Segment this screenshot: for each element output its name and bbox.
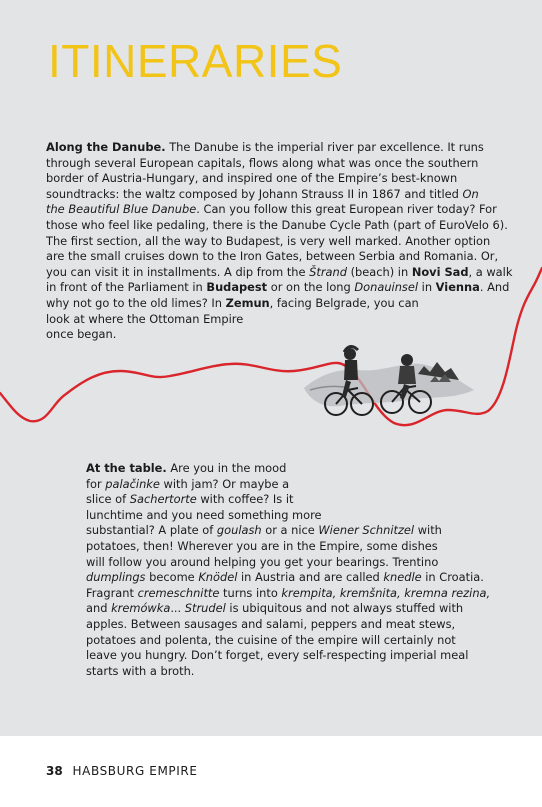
table-text: and [86, 601, 112, 616]
danube-text: On [462, 186, 479, 201]
danube-line [46, 156, 512, 172]
table-text: Sachertorte [129, 492, 197, 507]
table-text: knedle [383, 570, 422, 585]
table-text: in Austria and are called [237, 570, 384, 585]
danube-line [46, 234, 512, 250]
danube-text: in front of the Parliament in [46, 280, 207, 295]
danube-text: Štrand [309, 264, 347, 279]
table-text: starts with a broth. [86, 663, 195, 678]
table-text: goulash [216, 523, 262, 538]
table-text: is ubiquitous and not always stuffed with [225, 601, 464, 616]
danube-line [46, 140, 512, 156]
danube-line [46, 187, 512, 203]
danube-text: why not go to the old limes? In [46, 295, 226, 310]
danube-text: look at where the Ottoman Empire [46, 311, 244, 326]
danube-text: soundtracks: the waltz composed by Johann Strauss II in 1867 and titled [46, 186, 463, 201]
danube-text: are the small cruises down to the Iron Gates, between Serbia and Romania. Or, [46, 249, 499, 264]
danube-text: you can visit it in installments. A dip from the [46, 264, 310, 279]
danube-text: border of Austria-Hungary, and inspired one of the Empire’s best-known [46, 171, 458, 186]
table-line [86, 633, 490, 649]
danube-line [46, 202, 512, 218]
table-text: ... [170, 601, 185, 616]
danube-text: The Danube is the imperial river par excellence. It runs [169, 140, 484, 154]
danube-text: The first section, all the way to Budapest, is very well marked. Another option [46, 233, 491, 248]
table-text: with [414, 523, 442, 538]
danube-line [46, 171, 512, 187]
danube-line [46, 296, 512, 312]
danube-line [46, 280, 512, 296]
table-text: Fragrant [86, 585, 138, 600]
table-text: palačinke [105, 476, 160, 491]
table-line [86, 508, 490, 524]
danube-text: those who feel like pedaling, there is the Danube Cycle Path (part of EuroVelo 6). [46, 217, 508, 232]
table-text: apples. Between sausages and salami, peppers and meat stews, [86, 616, 456, 631]
table-text: become [145, 570, 199, 585]
table-text: Strudel [184, 601, 226, 616]
page-number: 38 [46, 764, 63, 778]
table-text: dumplings [86, 570, 146, 585]
table-text: cremeschnitte [137, 585, 220, 600]
danube-text: , facing Belgrade, you can [269, 295, 419, 310]
table-line [86, 461, 490, 477]
danube-line [46, 249, 512, 265]
danube-text: , a walk [468, 264, 513, 279]
danube-text: the Beautiful Blue Danube [46, 202, 197, 217]
danube-paragraph [46, 140, 512, 343]
table-text: will follow you around helping you get your bearings. Trentino [86, 554, 439, 569]
table-text: kremówka [111, 601, 171, 616]
table-text: Are you in the mood [170, 461, 287, 475]
danube-text: Zemun [225, 295, 270, 310]
section-title: HABSBURG EMPIRE [72, 764, 198, 778]
cyclists-icon [300, 330, 478, 432]
danube-text: in [418, 280, 436, 295]
danube-text: (beach) in [346, 264, 412, 279]
table-line [86, 523, 490, 539]
table-text: for [86, 476, 106, 491]
danube-line [46, 265, 512, 281]
table-text: lunchtime and you need something more [86, 507, 322, 522]
table-text: leave you hungry. Don’t forget, every self-respecting imperial meal [86, 648, 469, 663]
table-text: krempita, kremšnita, kremna rezina, [281, 585, 491, 600]
table-text: potatoes, then! Wherever you are in the Empire, some dishes [86, 538, 438, 553]
page-footer [46, 764, 198, 778]
table-text: with coffee? Is it [196, 492, 294, 507]
table-line [86, 492, 490, 508]
table-text: substantial? A plate of [86, 523, 217, 538]
danube-text: . And [479, 280, 510, 295]
table-line [86, 477, 490, 493]
danube-heading: Along the Danube. [46, 140, 166, 154]
danube-line [46, 312, 512, 328]
table-text: with jam? Or maybe a [159, 476, 290, 491]
table-text: Wiener Schnitzel [318, 523, 415, 538]
danube-text: Vienna [435, 280, 480, 295]
danube-text: through several European capitals, flows along what was once the southern [46, 155, 479, 170]
table-line [86, 617, 490, 633]
danube-text: Novi Sad [411, 264, 469, 279]
table-paragraph [86, 461, 490, 679]
danube-text: once began. [46, 327, 117, 342]
table-line [86, 601, 490, 617]
table-text: or a nice [261, 523, 319, 538]
table-text: slice of [86, 492, 130, 507]
danube-line [46, 327, 512, 343]
table-text: Knödel [198, 570, 238, 585]
danube-text: . Can you follow this great European river today? For [196, 202, 497, 217]
table-line [86, 555, 490, 571]
table-text: turns into [219, 585, 282, 600]
danube-text: Donauinsel [354, 280, 419, 295]
danube-line [46, 218, 512, 234]
table-line [86, 539, 490, 555]
table-text: potatoes and polenta, the cuisine of the empire will certainly not [86, 632, 456, 647]
page-title: ITINERARIES [48, 35, 343, 87]
table-heading: At the table. [86, 461, 167, 475]
table-text: in Croatia. [421, 570, 484, 585]
table-line [86, 586, 490, 602]
table-line [86, 664, 490, 680]
danube-text: Budapest [206, 280, 268, 295]
table-line [86, 570, 490, 586]
danube-text: or on the long [267, 280, 355, 295]
table-line [86, 648, 490, 664]
